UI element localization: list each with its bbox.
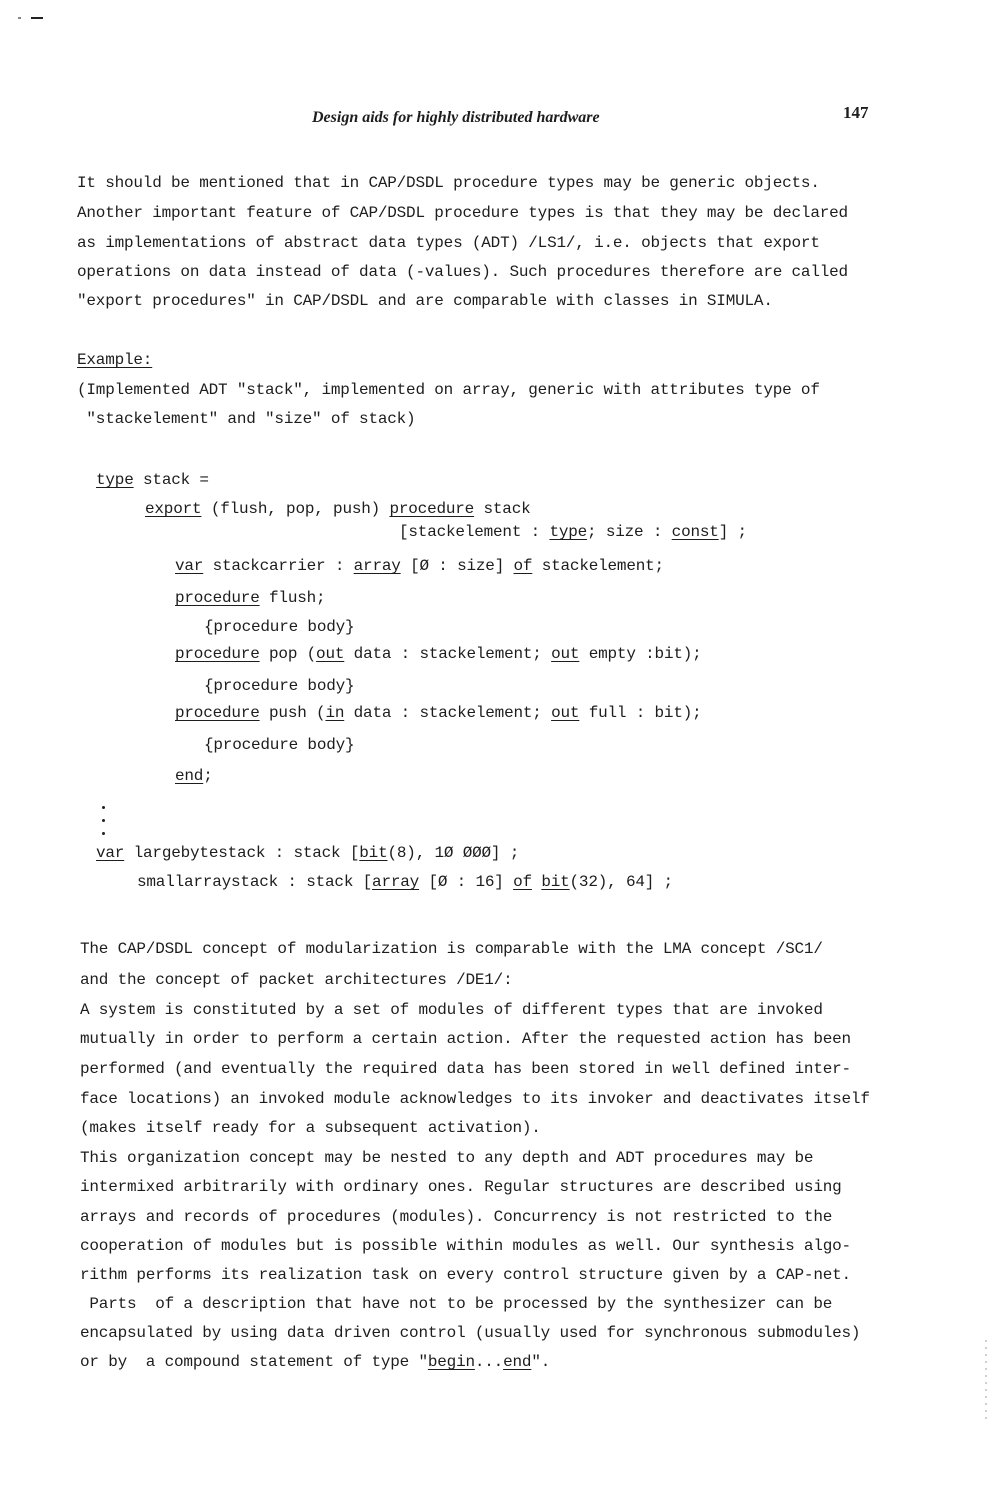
- keyword: in: [325, 704, 345, 722]
- keyword: out: [316, 645, 345, 663]
- body-line: (makes itself ready for a subsequent activation).: [80, 1119, 541, 1137]
- body-line: rithm performs its realization task on every control structure given by a CAP-net.: [80, 1266, 851, 1284]
- running-title: Design aids for highly distributed hardware: [312, 109, 600, 126]
- body-line: mutually in order to perform a certain action. After the requested action has been: [80, 1030, 851, 1048]
- intro-line-2: Another important feature of CAP/DSDL procedure types is that they may be declared: [77, 204, 848, 222]
- keyword: end: [503, 1353, 532, 1371]
- code-line-10: {procedure body}: [204, 736, 355, 754]
- code-text: (flush, pop, push): [201, 500, 390, 518]
- keyword: var: [175, 557, 204, 575]
- code-line-13: [137, 873, 673, 891]
- code-text: stackcarrier :: [203, 557, 354, 575]
- scan-dash: [31, 17, 43, 19]
- code-line-4: [175, 557, 664, 575]
- body-text: or by a compound statement of type ": [80, 1353, 428, 1371]
- code-text: empty :bit);: [579, 645, 702, 663]
- example-caption-2: "stackelement" and "size" of stack): [77, 410, 416, 428]
- code-text: [Ø : size]: [400, 557, 514, 575]
- keyword: procedure: [389, 500, 475, 518]
- intro-line-3: as implementations of abstract data types (ADT) /LS1/, i.e. objects that export: [77, 234, 820, 252]
- keyword: of: [513, 873, 532, 891]
- code-text: data : stackelement;: [344, 704, 552, 722]
- keyword: begin: [427, 1353, 475, 1371]
- intro-line-5: "export procedures" in CAP/DSDL and are comparable with classes in SIMULA.: [77, 292, 773, 310]
- code-text: largebytestack : stack [: [124, 844, 360, 862]
- code-text: stack: [474, 500, 531, 518]
- body-line: face locations) an invoked module acknowledges to its invoker and deactivates itself: [80, 1090, 870, 1108]
- body-line: performed (and eventually the required data has been stored in well defined inter-: [80, 1060, 851, 1078]
- code-text: (32), 64] ;: [569, 873, 673, 891]
- code-text: stack =: [133, 471, 209, 489]
- body-text: ".: [531, 1353, 551, 1371]
- body-line: Parts of a description that have not to be processed by the synthesizer can be: [80, 1295, 833, 1313]
- code-text: smallarraystack : stack [: [137, 873, 373, 891]
- scan-margin-marks: [985, 1340, 987, 1420]
- code-text: full : bit);: [579, 704, 702, 722]
- code-text: push (: [259, 704, 326, 722]
- ellipsis-vertical-icon: [101, 806, 107, 836]
- keyword: bit: [541, 873, 570, 891]
- example-caption-1: (Implemented ADT "stack", implemented on array, generic with attributes type of: [77, 381, 820, 399]
- code-text: flush;: [259, 589, 326, 607]
- body-line: cooperation of modules but is possible within modules as well. Our synthesis algo-: [80, 1237, 851, 1255]
- code-line-2: [145, 500, 531, 518]
- code-line-3: [399, 523, 747, 541]
- example-label: Example:: [77, 351, 153, 369]
- code-text: (8), 1Ø ØØØ] ;: [387, 844, 520, 862]
- keyword: export: [145, 500, 202, 518]
- intro-line-4: operations on data instead of data (-values). Such procedures therefore are called: [77, 263, 848, 281]
- keyword: out: [551, 704, 580, 722]
- keyword: type: [96, 471, 134, 489]
- code-line-9: [175, 704, 702, 722]
- code-line-11: [175, 767, 213, 785]
- keyword: bit: [359, 844, 388, 862]
- body-line: and the concept of packet architectures /DE1/:: [80, 971, 513, 989]
- keyword: procedure: [175, 645, 260, 663]
- page-number: 147: [843, 103, 869, 122]
- keyword: end: [175, 767, 204, 785]
- code-line-6: {procedure body}: [204, 618, 355, 636]
- scan-mark: [18, 17, 21, 19]
- code-line-12: [96, 844, 519, 862]
- keyword: array: [353, 557, 401, 575]
- keyword: procedure: [175, 589, 260, 607]
- code-text: [532, 873, 541, 891]
- keyword: out: [551, 645, 580, 663]
- code-line-8: {procedure body}: [204, 677, 355, 695]
- body-last-line: [80, 1353, 550, 1371]
- code-line-5: [175, 589, 325, 607]
- body-line: encapsulated by using data driven control (usually used for synchronous submodules): [80, 1324, 861, 1342]
- keyword: array: [372, 873, 420, 891]
- code-text: pop (: [259, 645, 317, 663]
- keyword: procedure: [175, 704, 260, 722]
- intro-line-1: It should be mentioned that in CAP/DSDL procedure types may be generic objects.: [77, 174, 820, 192]
- code-text: ;: [203, 767, 213, 785]
- code-text: stackelement;: [532, 557, 664, 575]
- keyword: var: [96, 844, 125, 862]
- code-text: [stackelement :: [399, 523, 550, 541]
- body-line: This organization concept may be nested to any depth and ADT procedures may be: [80, 1149, 814, 1167]
- body-line: intermixed arbitrarily with ordinary ones. Regular structures are described using: [80, 1178, 842, 1196]
- code-line-1: [96, 471, 209, 489]
- body-line: arrays and records of procedures (modules). Concurrency is not restricted to the: [80, 1208, 833, 1226]
- code-text: data : stackelement;: [344, 645, 552, 663]
- code-text: [Ø : 16]: [419, 873, 514, 891]
- code-line-7: [175, 645, 702, 663]
- body-text: ...: [474, 1353, 504, 1371]
- code-text: ] ;: [718, 523, 747, 541]
- keyword: of: [513, 557, 533, 575]
- body-line: The CAP/DSDL concept of modularization is comparable with the LMA concept /SC1/: [80, 940, 823, 958]
- keyword: const: [671, 523, 719, 541]
- body-line: A system is constituted by a set of modules of different types that are invoked: [80, 1001, 823, 1019]
- code-text: ; size :: [587, 523, 672, 541]
- keyword: type: [549, 523, 588, 541]
